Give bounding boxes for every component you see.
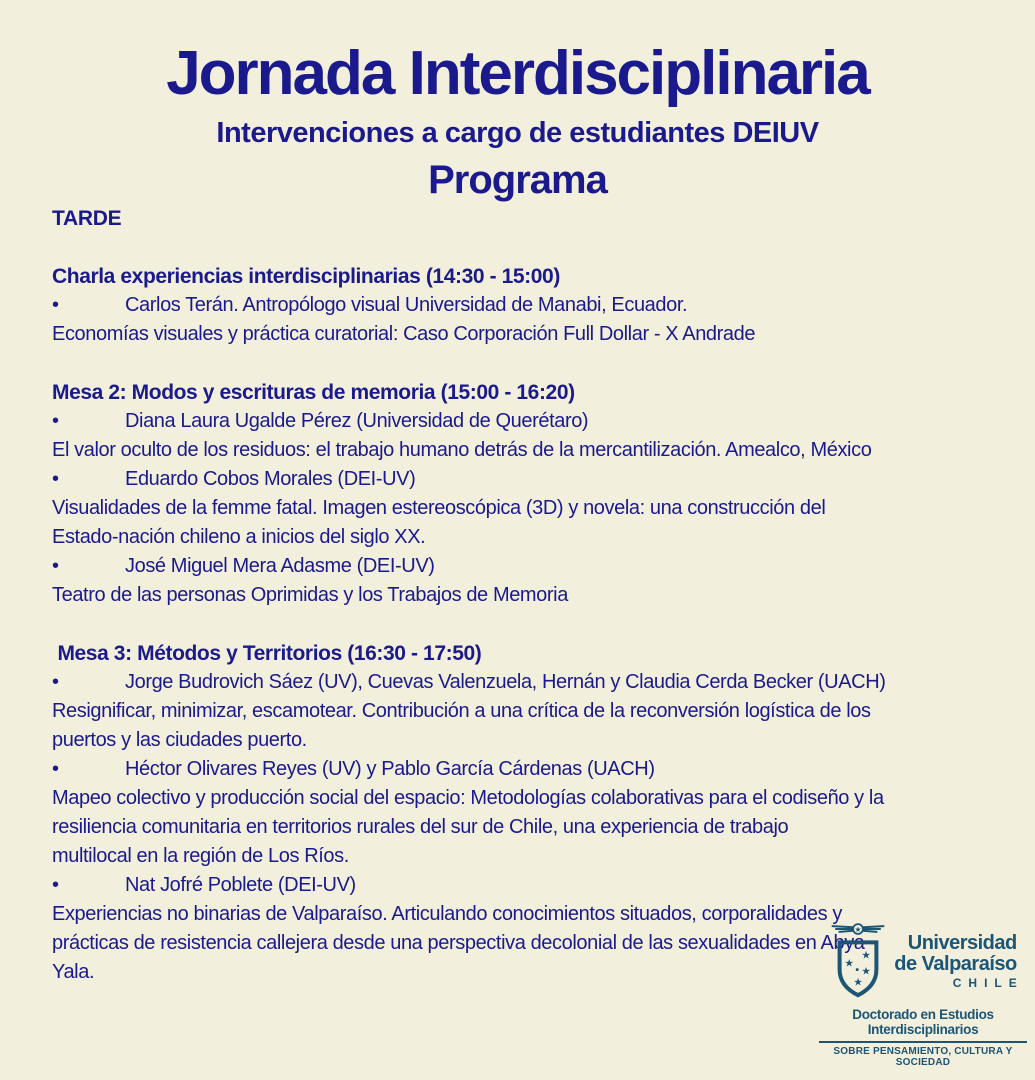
program-detail-line: Estado-nación chileno a inicios del siglo XX. <box>52 526 426 548</box>
poster-header <box>0 0 1035 204</box>
star-icon: ★ <box>854 924 862 934</box>
bullet-icon: • <box>52 874 59 896</box>
speaker-name: Eduardo Cobos Morales (DEI-UV) <box>125 468 416 490</box>
svg-text:★: ★ <box>861 966 871 978</box>
bullet-icon: • <box>52 468 59 490</box>
speaker-name: José Miguel Mera Adasme (DEI-UV) <box>125 555 435 577</box>
program-section-heading: Mesa 2: Modos y escrituras de memoria (15:00 - 16:20) <box>52 381 575 404</box>
wings-icon <box>829 921 887 937</box>
poster-subtitle: Intervenciones a cargo de estudiantes DEIUV <box>216 117 819 149</box>
program-detail-line: Visualidades de la femme fatal. Imagen estereoscópica (3D) y novela: una construcción del <box>52 497 826 519</box>
shield-icon <box>834 937 882 999</box>
session-label: TARDE <box>52 207 122 230</box>
bullet-icon: • <box>52 294 59 316</box>
program-speaker-line <box>52 291 1005 320</box>
program-speaker-line <box>52 407 1005 436</box>
speaker-name: Nat Jofré Poblete (DEI-UV) <box>125 874 356 896</box>
program-detail-line: prácticas de resistencia callejera desde una perspectiva decolonial de las sexualidades en Abya <box>52 932 865 954</box>
program-speaker-line <box>52 668 1005 697</box>
program-detail-line: El valor oculto de los residuos: el trabajo humano detrás de la mercantilización. Amealco, México <box>52 439 872 461</box>
doctorate-program-name: Doctorado en Estudios Interdisciplinarios <box>819 1007 1027 1043</box>
southern-cross-stars <box>845 950 871 988</box>
program-detail-line: puertos y las ciudades puerto. <box>52 729 307 751</box>
svg-text:★: ★ <box>844 958 855 970</box>
university-crest <box>819 921 1027 999</box>
program-spacer <box>52 610 1005 639</box>
svg-text:★: ★ <box>861 950 871 962</box>
svg-text:★: ★ <box>853 977 863 989</box>
speaker-name: Carlos Terán. Antropólogo visual Universidad de Manabi, Ecuador. <box>125 294 688 316</box>
program-spacer <box>52 349 1005 378</box>
program-detail-line: Teatro de las personas Oprimidas y los Trabajos de Memoria <box>52 584 568 606</box>
program-detail-line: multilocal en la región de Los Ríos. <box>52 845 349 867</box>
program-speaker-line <box>52 465 1005 494</box>
bullet-icon: • <box>52 671 59 693</box>
speaker-name: Jorge Budrovich Sáez (UV), Cuevas Valenzuela, Hernán y Claudia Cerda Becker (UACH) <box>125 671 886 693</box>
university-name-line2: de Valparaíso <box>894 953 1017 975</box>
crest-shield-column <box>829 921 887 999</box>
program-detail-line: Yala. <box>52 961 95 983</box>
program-speaker-line <box>52 552 1005 581</box>
bullet-icon: • <box>52 410 59 432</box>
speaker-name: Héctor Olivares Reyes (UV) y Pablo García Cárdenas (UACH) <box>125 758 655 780</box>
speaker-name: Diana Laura Ugalde Pérez (Universidad de Querétaro) <box>125 410 589 432</box>
program-detail-line: resiliencia comunitaria en territorios rurales del sur de Chile, una experiencia de trabajo <box>52 816 789 838</box>
program-section-heading: Charla experiencias interdisciplinarias (14:30 - 15:00) <box>52 265 560 288</box>
program-detail-line: Experiencias no binarias de Valparaíso. Articulando conocimientos situados, corporalidades y <box>52 903 842 925</box>
university-country: CHILE <box>952 976 1024 990</box>
university-logo <box>819 921 1027 1068</box>
program-detail-line: Mapeo colectivo y producción social del espacio: Metodologías colaborativas para el codiseño y la <box>52 787 884 809</box>
university-name <box>894 921 1024 991</box>
bullet-icon: • <box>52 555 59 577</box>
program-section-heading: Mesa 3: Métodos y Territorios (16:30 - 17:50) <box>52 642 482 665</box>
program-detail-line: Economías visuales y práctica curatorial: Caso Corporación Full Dollar - X Andrade <box>52 323 756 345</box>
bullet-icon: • <box>52 758 59 780</box>
doctorate-tagline: SOBRE PENSAMIENTO, CULTURA Y SOCIEDAD <box>833 1046 1013 1068</box>
program-speaker-line <box>52 871 1005 900</box>
program-detail-line: Resignificar, minimizar, escamotear. Contribución a una crítica de la reconversión logística de los <box>52 700 871 722</box>
program-heading: Programa <box>428 158 607 202</box>
page-title: Jornada Interdisciplinaria <box>166 39 869 108</box>
program-schedule <box>52 262 1005 987</box>
university-name-line1: Universidad <box>907 932 1017 954</box>
program-speaker-line <box>52 755 1005 784</box>
